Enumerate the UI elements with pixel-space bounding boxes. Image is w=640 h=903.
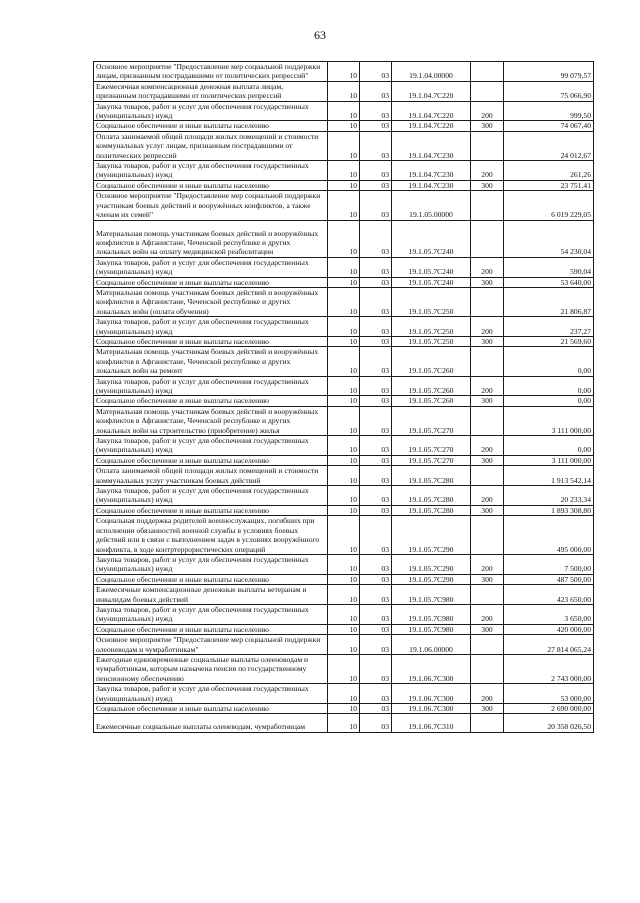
expense-type-cell	[471, 287, 504, 316]
table-row	[94, 516, 594, 555]
target-article-cell: 19.1.04.7С220	[392, 121, 471, 131]
table-row	[94, 455, 594, 465]
expense-name-cell: Социальное обеспечение и иные выплаты населению	[94, 277, 328, 287]
amount-cell: 20 358 026,50	[504, 714, 594, 732]
target-article-cell: 19.1.05.7С280	[392, 505, 471, 515]
amount-cell: 0,00	[504, 396, 594, 406]
expense-name-cell: Материальная помощь участникам боевых действий и вооружённых конфликтов в Афганистане, Чеченской республике и других локальных войн на строительство (приобретение) жилья	[94, 406, 328, 435]
expense-type-cell	[471, 220, 504, 257]
table-row	[94, 654, 594, 683]
section-code-cell: 10	[328, 466, 360, 486]
target-article-cell: 19.1.04.7С230	[392, 180, 471, 190]
target-article-cell: 19.1.05.7С250	[392, 287, 471, 316]
target-article-cell: 19.1.06.7С300	[392, 654, 471, 683]
section-code-cell: 10	[328, 436, 360, 456]
subsection-code-cell: 03	[360, 121, 392, 131]
subsection-code-cell: 03	[360, 277, 392, 287]
section-code-cell: 10	[328, 317, 360, 337]
subsection-code-cell: 03	[360, 466, 392, 486]
target-article-cell: 19.1.04.7С230	[392, 161, 471, 181]
subsection-code-cell: 03	[360, 336, 392, 346]
expense-type-cell: 300	[471, 121, 504, 131]
table-row	[94, 684, 594, 704]
subsection-code-cell: 03	[360, 62, 392, 82]
amount-cell: 24 012,67	[504, 131, 594, 160]
expense-type-cell: 200	[471, 486, 504, 506]
amount-cell: 0,00	[504, 376, 594, 396]
target-article-cell: 19.1.05.7С270	[392, 436, 471, 456]
amount-cell: 21 806,87	[504, 287, 594, 316]
expense-type-cell: 200	[471, 554, 504, 574]
section-code-cell: 10	[328, 161, 360, 181]
amount-cell: 20 233,34	[504, 486, 594, 506]
expense-type-cell: 200	[471, 604, 504, 624]
amount-cell: 75 066,90	[504, 81, 594, 101]
amount-cell: 0,00	[504, 347, 594, 376]
target-article-cell: 19.1.05.7С980	[392, 604, 471, 624]
section-code-cell: 10	[328, 191, 360, 220]
page-number: 63	[314, 28, 326, 42]
subsection-code-cell: 03	[360, 396, 392, 406]
table-row	[94, 62, 594, 82]
table-row	[94, 131, 594, 160]
subsection-code-cell: 03	[360, 455, 392, 465]
section-code-cell: 10	[328, 714, 360, 732]
table-row	[94, 191, 594, 220]
amount-cell: 2 690 000,00	[504, 704, 594, 714]
amount-cell: 6 019 229,05	[504, 191, 594, 220]
expense-name-cell: Социальное обеспечение и иные выплаты населению	[94, 455, 328, 465]
expense-type-cell: 200	[471, 257, 504, 277]
subsection-code-cell: 03	[360, 505, 392, 515]
section-code-cell: 10	[328, 654, 360, 683]
section-code-cell: 10	[328, 704, 360, 714]
expense-name-cell: Закупка товаров, работ и услуг для обеспечения государственных (муниципальных) нужд	[94, 604, 328, 624]
expense-name-cell: Закупка товаров, работ и услуг для обеспечения государственных (муниципальных) нужд	[94, 376, 328, 396]
amount-cell: 7 500,00	[504, 554, 594, 574]
section-code-cell: 10	[328, 101, 360, 121]
subsection-code-cell: 03	[360, 574, 392, 584]
subsection-code-cell: 03	[360, 347, 392, 376]
target-article-cell: 19.1.04.7С230	[392, 131, 471, 160]
target-article-cell: 19.1.05.7С260	[392, 347, 471, 376]
expense-name-cell: Ежемесячная компенсационная денежная выплата лицам, признанным пострадавшими от политических репрессий	[94, 81, 328, 101]
target-article-cell: 19.1.06.00000	[392, 635, 471, 655]
expense-name-cell: Материальная помощь участникам боевых действий и вооружённых конфликтов в Афганистане, Чеченской республике и других локальных войн на ремонт	[94, 347, 328, 376]
amount-cell: 27 814 065,24	[504, 635, 594, 655]
budget-table-body	[94, 62, 594, 733]
section-code-cell: 10	[328, 131, 360, 160]
amount-cell: 495 000,00	[504, 516, 594, 555]
table-row	[94, 277, 594, 287]
target-article-cell: 19.1.05.7С260	[392, 376, 471, 396]
target-article-cell: 19.1.06.7С310	[392, 714, 471, 732]
table-row	[94, 604, 594, 624]
amount-cell: 237,27	[504, 317, 594, 337]
subsection-code-cell: 03	[360, 161, 392, 181]
target-article-cell: 19.1.05.7С980	[392, 585, 471, 605]
subsection-code-cell: 03	[360, 654, 392, 683]
target-article-cell: 19.1.05.7С250	[392, 317, 471, 337]
table-row	[94, 287, 594, 316]
expense-name-cell: Закупка товаров, работ и услуг для обеспечения государственных (муниципальных) нужд	[94, 684, 328, 704]
subsection-code-cell: 03	[360, 81, 392, 101]
expense-name-cell: Закупка товаров, работ и услуг для обеспечения государственных (муниципальных) нужд	[94, 436, 328, 456]
expense-name-cell: Основное мероприятие "Предоставление мер социальной поддержки участникам боевых действий и вооружённых конфликтов, а также членам их семей"	[94, 191, 328, 220]
expense-name-cell: Закупка товаров, работ и услуг для обеспечения государственных (муниципальных) нужд	[94, 486, 328, 506]
target-article-cell: 19.1.05.7С240	[392, 257, 471, 277]
expense-name-cell: Социальное обеспечение и иные выплаты населению	[94, 396, 328, 406]
subsection-code-cell: 03	[360, 585, 392, 605]
expense-type-cell: 200	[471, 684, 504, 704]
expense-type-cell	[471, 62, 504, 82]
expense-name-cell: Основное мероприятие "Предоставление мер социальной поддержки олеоневодам и чумработникам"	[94, 635, 328, 655]
table-row	[94, 161, 594, 181]
subsection-code-cell: 03	[360, 191, 392, 220]
expense-name-cell: Социальное обеспечение и иные выплаты населению	[94, 704, 328, 714]
expense-name-cell: Закупка товаров, работ и услуг для обеспечения государственных (муниципальных) нужд	[94, 554, 328, 574]
table-row	[94, 554, 594, 574]
section-code-cell: 10	[328, 406, 360, 435]
expense-type-cell: 300	[471, 704, 504, 714]
amount-cell: 53 000,00	[504, 684, 594, 704]
subsection-code-cell: 03	[360, 406, 392, 435]
expense-type-cell: 200	[471, 376, 504, 396]
amount-cell: 21 569,60	[504, 336, 594, 346]
amount-cell: 53 640,00	[504, 277, 594, 287]
target-article-cell: 19.1.05.7С260	[392, 396, 471, 406]
target-article-cell: 19.1.05.7С290	[392, 554, 471, 574]
table-row	[94, 257, 594, 277]
target-article-cell: 19.1.05.7С270	[392, 455, 471, 465]
expense-type-cell: 300	[471, 396, 504, 406]
table-row	[94, 585, 594, 605]
section-code-cell: 10	[328, 624, 360, 634]
table-row	[94, 317, 594, 337]
amount-cell: 3 111 000,00	[504, 406, 594, 435]
amount-cell: 261,26	[504, 161, 594, 181]
expense-name-cell: Социальное обеспечение и иные выплаты населению	[94, 505, 328, 515]
amount-cell: 3 650,00	[504, 604, 594, 624]
expense-type-cell	[471, 466, 504, 486]
target-article-cell: 19.1.06.7С300	[392, 704, 471, 714]
target-article-cell: 19.1.05.7С250	[392, 336, 471, 346]
table-row	[94, 180, 594, 190]
expense-type-cell: 300	[471, 505, 504, 515]
subsection-code-cell: 03	[360, 684, 392, 704]
amount-cell: 23 751,41	[504, 180, 594, 190]
expense-name-cell: Закупка товаров, работ и услуг для обеспечения государственных (муниципальных) нужд	[94, 257, 328, 277]
expense-name-cell: Социальное обеспечение и иные выплаты населению	[94, 624, 328, 634]
table-row	[94, 574, 594, 584]
expense-type-cell	[471, 81, 504, 101]
expense-type-cell	[471, 654, 504, 683]
expense-type-cell: 300	[471, 574, 504, 584]
section-code-cell: 10	[328, 486, 360, 506]
table-row	[94, 505, 594, 515]
subsection-code-cell: 03	[360, 486, 392, 506]
table-row	[94, 436, 594, 456]
expense-name-cell: Материальная помощь участникам боевых действий и вооружённых конфликтов в Афганистане, Чеченской республике и других локальных войн на оплату медицинской реабилитации	[94, 220, 328, 257]
amount-cell: 0,00	[504, 436, 594, 456]
expense-name-cell: Социальное обеспечение и иные выплаты населению	[94, 574, 328, 584]
section-code-cell: 10	[328, 554, 360, 574]
expense-type-cell: 300	[471, 455, 504, 465]
table-row	[94, 704, 594, 714]
target-article-cell: 19.1.05.7С240	[392, 277, 471, 287]
expense-name-cell: Ежегодные единовременные социальные выплаты олееноводам и чумработникам, которым назначена пенсия по государственному пенсионному обеспечению	[94, 654, 328, 683]
amount-cell: 74 067,40	[504, 121, 594, 131]
expense-type-cell: 200	[471, 101, 504, 121]
amount-cell: 1 913 542,14	[504, 466, 594, 486]
expense-name-cell: Социальная поддержка родителей военнослужащих, погибших при исполнении обязанностей военной службы в условиях боевых действий или в связи с выполнением задач в условиях вооружённого конфликта, в ходе контртеррористических операций	[94, 516, 328, 555]
expense-type-cell: 200	[471, 161, 504, 181]
target-article-cell: 19.1.05.7С240	[392, 220, 471, 257]
table-row	[94, 396, 594, 406]
amount-cell: 99 079,57	[504, 62, 594, 82]
subsection-code-cell: 03	[360, 554, 392, 574]
section-code-cell: 10	[328, 81, 360, 101]
expense-name-cell: Закупка товаров, работ и услуг для обеспечения государственных (муниципальных) нужд	[94, 161, 328, 181]
expense-name-cell: Ежемесячные социальные выплаты оленеводам, чумработницам	[94, 714, 328, 732]
expense-name-cell: Оплата занимаемой общей площади жилых помещений и стоимости коммунальных услуг лицам, признанным пострадавшими от политических репрессий	[94, 131, 328, 160]
expense-type-cell	[471, 191, 504, 220]
expense-name-cell: Оплата занимаемой общей площади жилых помещений и стоимости коммунальных услуг участникам боевых действий	[94, 466, 328, 486]
amount-cell: 1 893 308,80	[504, 505, 594, 515]
subsection-code-cell: 03	[360, 436, 392, 456]
amount-cell: 3 111 000,00	[504, 455, 594, 465]
expense-name-cell: Социальное обеспечение и иные выплаты населению	[94, 336, 328, 346]
section-code-cell: 10	[328, 604, 360, 624]
target-article-cell: 19.1.05.7С270	[392, 406, 471, 435]
section-code-cell: 10	[328, 257, 360, 277]
section-code-cell: 10	[328, 62, 360, 82]
section-code-cell: 10	[328, 585, 360, 605]
budget-table	[93, 61, 594, 733]
section-code-cell: 10	[328, 347, 360, 376]
target-article-cell: 19.1.04.7С220	[392, 101, 471, 121]
target-article-cell: 19.1.05.7С280	[392, 466, 471, 486]
section-code-cell: 10	[328, 376, 360, 396]
subsection-code-cell: 03	[360, 376, 392, 396]
expense-type-cell	[471, 585, 504, 605]
table-row	[94, 635, 594, 655]
section-code-cell: 10	[328, 287, 360, 316]
section-code-cell: 10	[328, 336, 360, 346]
subsection-code-cell: 03	[360, 516, 392, 555]
expense-type-cell: 300	[471, 336, 504, 346]
section-code-cell: 10	[328, 516, 360, 555]
subsection-code-cell: 03	[360, 180, 392, 190]
target-article-cell: 19.1.05.7С280	[392, 486, 471, 506]
table-row	[94, 406, 594, 435]
section-code-cell: 10	[328, 121, 360, 131]
expense-type-cell: 300	[471, 277, 504, 287]
subsection-code-cell: 03	[360, 101, 392, 121]
section-code-cell: 10	[328, 505, 360, 515]
expense-name-cell: Социальное обеспечение и иные выплаты населению	[94, 121, 328, 131]
target-article-cell: 19.1.04.7С220	[392, 81, 471, 101]
section-code-cell: 10	[328, 635, 360, 655]
expense-type-cell	[471, 406, 504, 435]
subsection-code-cell: 03	[360, 714, 392, 732]
expense-type-cell	[471, 714, 504, 732]
expense-name-cell: Закупка товаров, работ и услуг для обеспечения государственных (муниципальных) нужд	[94, 317, 328, 337]
subsection-code-cell: 03	[360, 604, 392, 624]
table-row	[94, 81, 594, 101]
expense-name-cell: Закупка товаров, работ и услуг для обеспечения государственных (муниципальных) нужд	[94, 101, 328, 121]
expense-type-cell	[471, 347, 504, 376]
table-row	[94, 376, 594, 396]
expense-name-cell: Ежемесячные компенсационные денежные выплаты ветеранам и инвалидам боевых действий	[94, 585, 328, 605]
subsection-code-cell: 03	[360, 257, 392, 277]
subsection-code-cell: 03	[360, 131, 392, 160]
section-code-cell: 10	[328, 684, 360, 704]
subsection-code-cell: 03	[360, 287, 392, 316]
table-row	[94, 336, 594, 346]
expense-type-cell	[471, 516, 504, 555]
expense-type-cell: 300	[471, 180, 504, 190]
amount-cell: 423 650,00	[504, 585, 594, 605]
amount-cell: 999,50	[504, 101, 594, 121]
target-article-cell: 19.1.06.7С300	[392, 684, 471, 704]
amount-cell: 54 230,04	[504, 220, 594, 257]
section-code-cell: 10	[328, 277, 360, 287]
table-row	[94, 101, 594, 121]
subsection-code-cell: 03	[360, 220, 392, 257]
amount-cell: 2 743 000,00	[504, 654, 594, 683]
expense-type-cell: 200	[471, 317, 504, 337]
section-code-cell: 10	[328, 396, 360, 406]
expense-name-cell: Социальное обеспечение и иные выплаты населению	[94, 180, 328, 190]
amount-cell: 487 500,00	[504, 574, 594, 584]
expense-type-cell	[471, 635, 504, 655]
table-row	[94, 347, 594, 376]
section-code-cell: 10	[328, 180, 360, 190]
section-code-cell: 10	[328, 220, 360, 257]
subsection-code-cell: 03	[360, 624, 392, 634]
table-row	[94, 714, 594, 732]
subsection-code-cell: 03	[360, 317, 392, 337]
section-code-cell: 10	[328, 574, 360, 584]
table-row	[94, 220, 594, 257]
section-code-cell: 10	[328, 455, 360, 465]
target-article-cell: 19.1.05.00000	[392, 191, 471, 220]
subsection-code-cell: 03	[360, 704, 392, 714]
expense-type-cell	[471, 131, 504, 160]
table-row	[94, 624, 594, 634]
expense-name-cell: Основное мероприятие "Предоставление мер социальной поддержки лицам, признанным пострадавшими от политических репрессий"	[94, 62, 328, 82]
amount-cell: 590,04	[504, 257, 594, 277]
target-article-cell: 19.1.05.7С290	[392, 516, 471, 555]
table-row	[94, 486, 594, 506]
table-row	[94, 466, 594, 486]
target-article-cell: 19.1.05.7С290	[392, 574, 471, 584]
target-article-cell: 19.1.04.00000	[392, 62, 471, 82]
expense-type-cell: 300	[471, 624, 504, 634]
expense-type-cell: 200	[471, 436, 504, 456]
table-row	[94, 121, 594, 131]
target-article-cell: 19.1.05.7С980	[392, 624, 471, 634]
subsection-code-cell: 03	[360, 635, 392, 655]
amount-cell: 420 000,00	[504, 624, 594, 634]
expense-name-cell: Материальная помощь участникам боевых действий и вооружённых конфликтов в Афганистане, Чеченской республике и других локальных войн (оплата обучения)	[94, 287, 328, 316]
